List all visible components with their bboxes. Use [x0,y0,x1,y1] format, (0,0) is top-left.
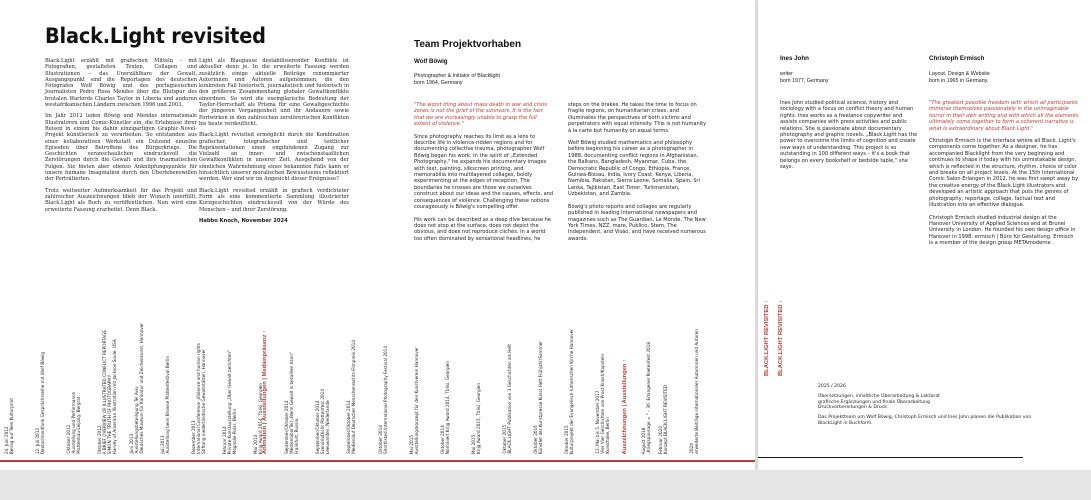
christoph-born: born in 1965 in Germany. [929,77,989,84]
timeline-entry: Oktober 2014 Nominiert Krijg Award 2014, Tblisi, Georgien [440,360,450,454]
paragraph: Christoph Ermisch studied industrial design at the Hanover University of Applied Sciences and at Brunel University in London. He founded his own design office in Hanover in 1998: ermisch | Büro für Gestaltung. Ermisch is a member of the design group METAmoderne . [929,214,1076,247]
timeline-entry: Oktober 2015 Kulturprojekt der Evangelisch-lutherischen Kirche Hannover [564,328,574,454]
wolf-born: born 1964, Germany [414,79,463,86]
timeline-entry: Juli 2013 Ausstellung beim Browse Plattenfestival Berlin [160,356,170,454]
credits-tasks: Übersetzungen, inhaltliche Überarbeitung & Lektorat grafische Ergänzungen und finale Überarbeitung Druckvorbereitungen & Druck [818,393,940,411]
timeline-entry: September/Oktober 2014 SzenarioDicht Plattenfest 2014 Leeuwarden, Niederlande [315,388,330,454]
ines-bio [780,100,918,176]
timeline-entry: Oktober 2015 BLACK.LIGHT Publikation von 3 Geschichten als Heft [502,344,512,454]
paragraph: Christoph Ermisch is the interface where all Black. Light's components come together. As a designer, he has accompanied Blacklight from the very beginning and continues to shape it today with his unmistakable design, which is reflected in the structure, rhythm, choice of color and breaks on all project levels. At the 15th International Comic Salon Erlangen in 2012, he was first swept away by the creative energy of the Black.Light illustrators and developed an artistic approach that puts the genres of photography, reportage, collage, factual text and illustration into an effective dialogue. [929,138,1079,209]
timeline-entry: 24. Juni 2012 Beirag auf Teen Kulturprint [4,397,14,454]
paragraph: Im Jahr 2012 luden Böwig und Mendes internationale Illustratoren und Comic-Künstler ein, die Erlebnisse ihrer Reisen in einem bis dahin einzigartigen Graphic-Novel-Projekt künstlerisch zu verarbeiten. So entstanden aus einer kollaborativen Werkstatt ein Dutzend einzelne Episoden über Betroffene des Bürgerkriegs. Die Geschichten veranschaulichen eindrucksvoll die Zerstörungen durch die Gewalt und ihre traumatischen Folgen. Sie bieten aber ebenso Anknüpfungspunkte für unsere humane Imagination durch den Überlebenswillen der Porträtierten. [45,113,197,183]
timeline-entry: Juni 2013 Ausstellungsbeteiligung Tel Aviv Deutsches Museum für Karikatur und Zeichenkunst, Hannover [129,323,144,454]
team-title: Team Projektvorhaben [414,39,522,50]
rule-line [758,457,1023,458]
credits [818,384,1038,431]
wolf-bio-column-1 [414,102,554,248]
paragraph: Wolf Böwig studied mathematics and philosophy before beginning his career as a photographer in 1988, documenting conflict regions in Afghanistan, the Balkans, Bangladesh, Myanmar, Cuba, the Democratic Republic of Congo, Ethiopia, France, Guinea-Bissau, India, Ivory Coast, Kenya, Liberia, Namibia, Pakistan, Sierra Leone, Somalia, Spain, Sri Lanka, Tajikistan, East Timor, Turkmenistan, Uzbekistan, and Zambia. [568,140,700,198]
paragraph: Ines John studied political science, history and sociology with a focus on conflict theory and human rights. Ines works as a freelance copywriter and assists companies with press activities and public relations. She is passionate about documentary photography and graphic novels. „Black.Light has the power to overcome the limits of cognition and create new ways of understanding. This project is so outstanding in 100 different ways – it's a book that belongs on every bookshelf or bedside table," she says. [780,100,918,171]
paragraph: Böwig's photo reports and collages are regularly published in leading international newspapers and magazines such as The Guardian, Le Monde, The New York Times, NZZ, mare, Publico, Stern, The Independent, and Visão, and have received numerous awards. [568,203,706,242]
timeline-entry: 12. Juli 2012 Deutschlandfunk Gesprächsreihe mit Wolf Böwig [35,351,45,454]
ines-meta [780,71,900,84]
timeline-entry: Dezember 2013 International Conference „Violence and human rights Stiftung niederländische Gewaltstätten, Hannover [191,343,206,454]
timeline-entry: Mai 2014 Krijg Award 2014, Tblisi, Georgien [253,382,263,454]
credits-year: 2025 / 2026 [818,384,846,389]
wolf-meta [414,73,564,86]
christoph-meta [929,71,1079,84]
credits-note: Das Projektteam um Wolf Böwig, Christoph Ermisch und Ines John planen die Publikation von BlackLight in Buchform. [818,415,1032,426]
paragraph: Since photography reaches its limit as a lens to describe life in violence-ridden regions and for documenting collective trauma, photographer Wolf Böwig began his work. In the spirit of „Extended Photography," he expands his documentary images with text, painting, silkscreen printing, and memorabilia into multilayered collages, boldly experimenting at the edges of reception. The boundaries he crosses are those we ourselves construct about our ideas and the causes, effects, and consequences of violence. Challenging these notions courageously is Böwig's compelling offer. [414,133,554,211]
paragraph: Black.Light revisited erzählt in grafisch verdichteter Form als eine kommentierte Sammlung illustrierter Kurzgeschichten eindrucksvoll von der Würde des Menschen – und ihrer Zerstörung. [199,187,349,213]
paragraph: Black.Light erzählt mit grafischen Mitteln – mit Fotografien, gestalteten Texten, Collagen und Illustrationen – das Unerzählbare der Gewalt. Ausgangspunkt sind die Reportagen des deutschen Fotografen Wolf Böwig und des portugiesischen Journalisten Pedro Rosa Mendes über die Blutspur des brutalen Warlords Charles Taylor in Liberia und anderen westafrikanischen Ländern zwischen 1996 und 2003. [45,58,197,109]
timeline-entry: August 2018 „Kriegspausage = " – 36. Erlangener Poetenfest 2018 [641,341,651,454]
page-title: Black.Light revisited [45,24,266,48]
wolf-name: Wolf Böwig [414,58,448,65]
ines-name: Ines John [780,55,809,62]
timeline-entry: Oktober 2012 Ausstellung und Performance Plattenbau Leipzig, Bergrat [66,392,81,454]
timeline-section-label: Animation | Ausstellungen | Medienpräsenz ↑ [262,329,268,454]
timeline-line [0,460,755,462]
background [0,470,1091,500]
section-label-up: BLACK.LIGHT REVISITED ↑ [764,300,770,377]
timeline-entry: Oktober 2016 Künstler der Kunstpresse Kunst Heft Frühjahr/Sommer [533,341,543,454]
paragraph: Trotz weltweiter Aufmerksamkeit für das Projekt und zahlreicher Auszeichnungen blieb der Wunsch unerfüllt, Black.Light als Buch zu veröffentlichen. Nun wird eine erweiterte Fassung erarbeitet. Denn Black. [45,187,197,213]
ines-born: born 1977, Germany [780,77,829,84]
timeline-entry: Februar 2014 Private Kunstausstellung „Über Gewalt berichten" Magnolie Polar, Berlin [222,349,237,454]
timeline-entry: Oktober 2012 A BRIEF OVERVIEW OF ILLUSTRATED CONFLICT REPORTAGE SIMON THE TRUTH OF PHOTOGRAPHY Harvey of American Illustration mit Jackson Soule, USA [97,329,117,454]
timeline-entry: Oktober 2014 Shortlisted International Photography Festival 2014 [378,346,388,454]
timeline-entry: Februar 2024 Konzept BLACK.LIGHT REVISITED [658,384,668,454]
timeline-entry: Mai 2015 Ausstellungskonzept für den Kunstverein Hannover [409,346,419,454]
paragraph: Black.Light revisited ermöglicht durch die Kombination grafischer, fotografischer und textlicher Repräsentationen einen empfundenen Zugang zur Vielzahl an inner- und zwischenstaatlichen Gewaltkonflikten in unserer Zeit. Ausgehend von der sinnlichen Wahrnehmung eines bekannten Falls kann er hinsichtlich unserer moralischen Bewusstseins reflektiert werden. Wer sind wir im Angesicht dieser Ereignisse? [199,132,349,183]
signature: Habbo Knoch, November 2024 [199,217,288,224]
intro-column-1 [45,58,197,218]
intro-column-2 [199,58,349,224]
christoph-name: Christoph Ermisch [929,55,985,62]
wolf-bio-column-2 [568,102,708,248]
christoph-bio [929,100,1079,253]
timeline-entry: 2024 erweiterte Beiträge internationaler Autorinnen und Autoren [689,329,699,454]
paragraph: Light als Blaupause destabilisierender Konflikte ist aktueller denn je. In die erweiterte Fassung werden zusätzlich einige aktuelle Beiträge renommierter Autorinnen und Autoren aufgenommen, die den konkreten Fall historisch, journalistisch und historisch in den größeren Zusammenhang globaler Gewaltkonflikte einordnen. So wird die exemplarische Bedeutung der Taylor-Herrschaft als Prisma für eine Gewaltgeschichte der jüngeren Vergangenheit und ihr Andauern sowie Fortwirken in den zahlreichen zerstörerischen Konflikten bis heute verdeutlicht. [199,58,349,127]
christoph-role: Layout, Design & Website [929,71,990,77]
wolf-role: Photographer & Initiator of Blacklight [414,73,500,79]
ines-role: writer [780,71,793,77]
right-page [758,0,1091,470]
paragraph: His work can be described as a deep dive because he does not stop at the surface, does not depict the obvious, and does not reproduce clichés. In a world too often dominated by sensational headlines, he [414,216,551,242]
timeline-entry: Mai 2015 Krijg Award 2015, Tblisi, Georgien [471,382,481,454]
wolf-quote: "The worst thing about mass death in war and crisis zones is not the grief of the survivors. It is the fact that we are increasingly unable to grasp the full extent of violence." [414,102,547,128]
paragraph: steps on the brakes. He takes the time to focus on fragile regions, on humanitarian crises, and illuminates the perspectives of both victims and perpetrators with equal intensity. This is not humanity à la carte but humanity on equal terms. [568,102,707,134]
timeline-entry: September/Oktober 2014 MedienlaborTeil „Wenn Gewalt is bezahlen kann" Frankfurt, Russia [284,352,299,454]
timeline-entry: September/Oktober 2014 Medienlauf Deutscher Menschenrechts-Filmpreis 2014 [346,340,356,454]
timeline-entry: 12. Mai bis 5. November 2017 Vier Vier Geschichten von Prost Knoch/Kapstein Kunsthalle, Berlin [595,354,610,454]
christoph-quote: "The greatest possible freedom with which all participants immerse themselves passionately in the unimaginable horror in their own writing and with which all the elements ultimately come together to form a coherent narrative is what is extraordinary about Black.Light." [929,100,1079,132]
timeline-section-label: Auszeichnungen | Ausstellungen ↑ [622,358,628,454]
section-label-down: BLACK.LIGHT REVISITED ↓ [778,300,784,377]
